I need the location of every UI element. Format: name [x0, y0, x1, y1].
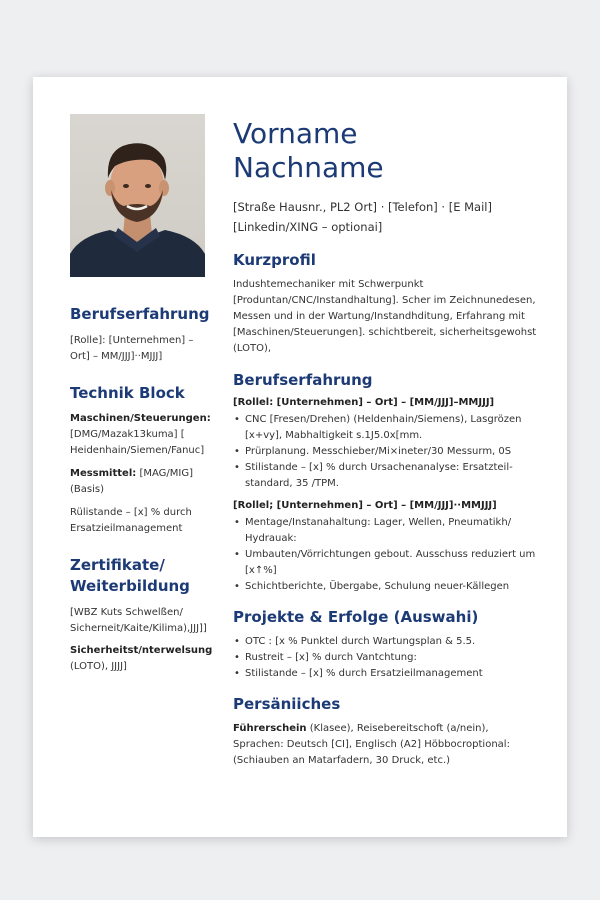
personal-details: (Klasee), Reisebereitschoft (a/nein), Sprachen: Deutsch [CI], Englisch (A2] Höbbocroptional: (Schiauben an Matarfadern, 30 Druck, etc.) [233, 723, 510, 766]
list-item: • OTC : [x % Punktel durch Wartungsplan & 5.5. [233, 634, 538, 650]
list-item: • CNC [Fresen/Drehen) (Heldenhain/Siemens), Lasgrözen [x+vy], Mabhaltigkeit s.1J5.0x[mm. [233, 412, 538, 444]
list-item: • Rustreit – [x] % durch Vantchtung: [233, 650, 538, 666]
projects-heading: Projekte & Erfolge (Auswahi) [233, 608, 479, 626]
left-column [70, 114, 213, 675]
certs-safety-label: Sicherheitst/nterwelsung [70, 645, 213, 656]
tech-block-heading: Technik Block [70, 384, 185, 402]
tech-machines [70, 411, 210, 459]
profile-text: Indushtemechaniker mit Schwerpunkt [Produntan/CNC/Instandhaltung]. Scher im Zeichnunedesen, Messen und in der Wartung/Instandhditung, Erfahrang mit [Maschinen/Steuerungen]. schichtbereit, sicherheitsgewohst (LOTO), [233, 279, 537, 354]
job-role: [Rollel; [Unternehmen] – Ort] – [MM/JJJ]··MMJJJ] [233, 500, 497, 511]
first-name: Vorname [233, 117, 358, 150]
job-bullets [233, 412, 538, 492]
list-item: • Stilistande – [x] % durch Ersatzieilmanagement [233, 666, 538, 682]
certs-heading: Zertifikate/ Weiterbildung [70, 556, 190, 595]
contact-block [233, 197, 538, 237]
left-experience-text: [Rolle]: [Unternehmen] – Ort] – MM/JJJ]··MJJJ] [70, 335, 194, 362]
job-bullets [233, 515, 538, 595]
tech-tools-text: [MAG/MIG] (Basis) [70, 468, 193, 495]
certs-safety-text: (LOTO), JJJJ] [70, 661, 127, 672]
experience-heading: Berufserfahrung [233, 371, 373, 389]
left-experience-heading: Berufserfahrung [70, 305, 210, 323]
list-item: • Mentage/Instanahaltung: Lager, Wellen, Pneumatikh/ Hydrauak: [233, 515, 538, 547]
contact-line: [Straße Hausnr., PL2 Ort] · [Telefon] · [E Mail] [233, 200, 492, 214]
tech-tools-label: Messmittel: [70, 468, 137, 479]
resume-sheet [33, 77, 567, 837]
candidate-name [233, 117, 538, 185]
tech-tools [70, 466, 210, 498]
list-item: • Prürplanung. Messchieber/Mi×ineter/30 Messurm, 0S [233, 444, 538, 460]
job-role: [Rollel: [Unternehmen] – Ort] – [MM/JJJ]–MMJJJ] [233, 397, 495, 408]
profile-heading: Kurzprofil [233, 251, 316, 269]
certs-safety [70, 643, 213, 675]
certs-text: [WBZ Kuts Schwelßen/ Sicherneit/Kaite/Kilima),JJJ]] [70, 607, 207, 634]
list-item: • Umbauten/Vörrichtungen gebout. Ausschuss reduziert um [x↑%] [233, 547, 538, 579]
list-item: • Stilistande – [x] % durch Ursachenanalyse: Ersatzteil-standard, 35 /TPM. [233, 460, 538, 492]
list-item: • Schichtberichte, Übergabe, Schulung neuer-Källegen [233, 579, 538, 595]
license-label: Führerschein [233, 723, 307, 734]
projects-bullets [233, 634, 538, 682]
personal-text [233, 721, 538, 769]
tech-machines-text: [DMG/Mazak13kuma] [ Heidenhain/Siemen/Fanuc] [70, 429, 205, 456]
personal-heading: Persäniiches [233, 695, 341, 713]
tech-note: Rülistande – [x] % durch Ersatzieilmanagement [70, 507, 192, 534]
right-column [233, 117, 538, 769]
profile-photo [70, 114, 205, 277]
social-line: [Linkedin/XING – optionai] [233, 220, 383, 234]
last-name: Nachname [233, 151, 384, 184]
tech-machines-label: Maschinen/Steuerungen: [70, 413, 211, 424]
